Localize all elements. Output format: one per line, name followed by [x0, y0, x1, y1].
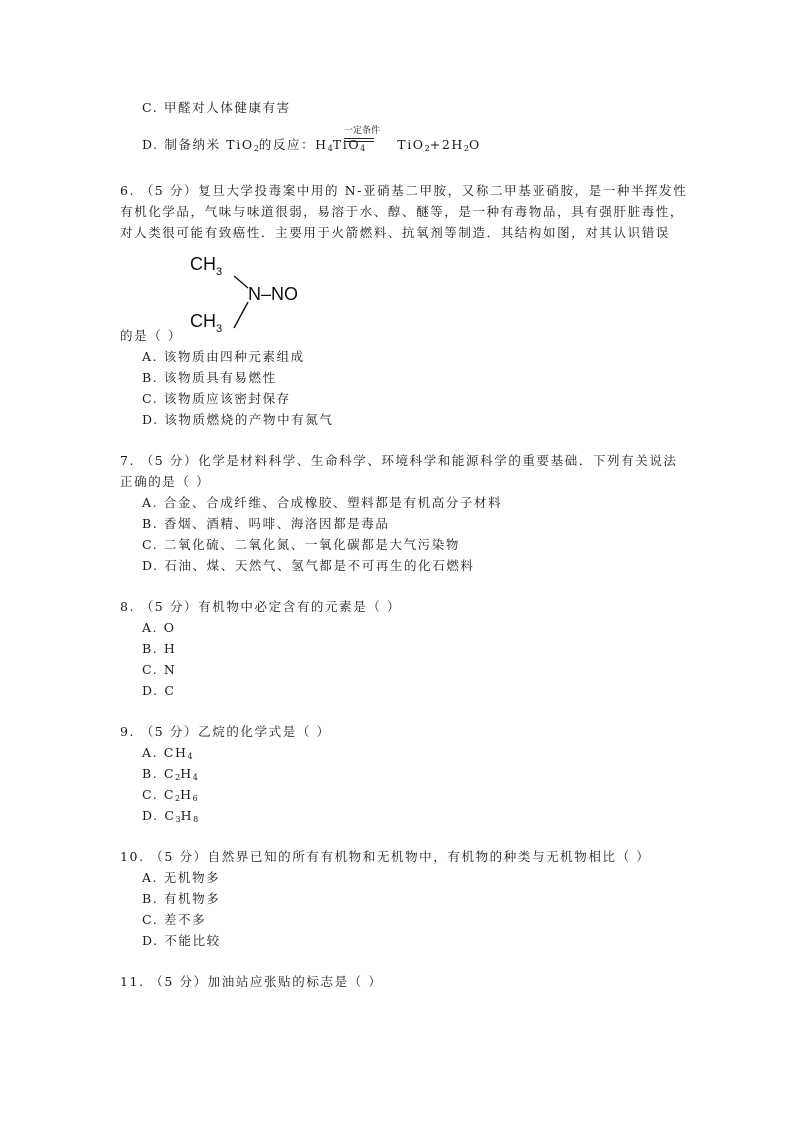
q8-option-d: D. C: [142, 683, 176, 698]
structure-diagram: [190, 250, 320, 335]
q6-stem-line3: 对人类很可能有致癌性．主要用于火箭燃料、抗氧剂等制造．其结构如图，对其认识错误: [120, 225, 670, 240]
q11-stem: 11. （5 分）加油站应张贴的标志是（ ）: [120, 974, 383, 989]
q9-option-c: C. $C_2H_6$: [142, 787, 198, 803]
q6-stem-line1: 6. （5 分）复旦大学投毒案中用的 N-亚硝基二甲胺，又称二甲基亚硝胺，是一种半挥发性: [120, 183, 688, 198]
q7-option-b: B. 香烟、酒精、吗啡、海洛因都是毒品: [142, 516, 390, 531]
q7-option-d: D. 石油、煤、天然气、氢气都是不可再生的化石燃料: [142, 558, 475, 573]
ch3-bottom-label: $CH_3$: [190, 311, 223, 335]
q10-option-b: B. 有机物多: [142, 891, 221, 906]
q9-option-a: A. $CH_4$: [142, 745, 193, 761]
q6-stem-line4: 的是（ ）: [120, 328, 182, 343]
q7-option-a: A. 合金、合成纤维、合成橡胶、塑料都是有机高分子材料: [142, 495, 503, 510]
q6-option-c: C. 该物质应该密封保存: [142, 391, 291, 406]
q10-option-a: A. 无机物多: [142, 870, 221, 885]
equals-line-bottom: [344, 141, 374, 142]
q7-stem-line1: 7. （5 分）化学是材料科学、生命科学、环境科学和能源科学的重要基础．下列有关说法: [120, 453, 678, 468]
q10-option-d: D. 不能比较: [142, 933, 221, 948]
q8-option-b: B. H: [142, 641, 177, 656]
q8-option-a: A. O: [142, 620, 176, 635]
q7-stem-line2: 正确的是（ ）: [120, 474, 211, 489]
q5-option-c: C. 甲醛对人体健康有害: [142, 100, 291, 115]
n-no-label: N–NO: [248, 284, 299, 304]
bond-bottom: [234, 302, 248, 328]
q10-option-c: C. 差不多: [142, 912, 207, 927]
q8-option-c: C. N: [142, 662, 177, 677]
q8-stem: 8. （5 分）有机物中必定含有的元素是（ ）: [120, 599, 402, 614]
bond-top: [234, 276, 248, 288]
q6-option-a: A. 该物质由四种元素组成: [142, 349, 305, 364]
q9-stem: 9. （5 分）乙烷的化学式是（ ）: [120, 724, 331, 739]
ch3-top-label: $CH_3$: [190, 254, 223, 278]
q6-stem-line2: 有机化学品，气味与味道很弱，易溶于水、醇、醚等，是一种有毒物品，具有强肝脏毒性，: [120, 204, 685, 219]
q6-option-b: B. 该物质具有易燃性: [142, 370, 277, 385]
equals-line-top: [344, 138, 374, 139]
q6-option-d: D. 该物质燃烧的产物中有氮气: [142, 412, 334, 427]
condition-label: 一定条件: [344, 126, 381, 136]
q9-option-d: D. $C_3H_8$: [142, 808, 199, 824]
q9-option-b: B. $C_2H_4$: [142, 766, 198, 782]
q10-stem: 10. （5 分）自然界已知的所有有机物和无机物中，有机物的种类与无机物相比（ ）: [120, 849, 651, 864]
q5-option-d: D. 制备纳米 TiO$_2$的反应：$H_4TiO_4$ $TiO_2+2H_2O$: [142, 137, 481, 153]
q7-option-c: C. 二氧化硫、二氧化氮、一氧化碳都是大气污染物: [142, 537, 460, 552]
